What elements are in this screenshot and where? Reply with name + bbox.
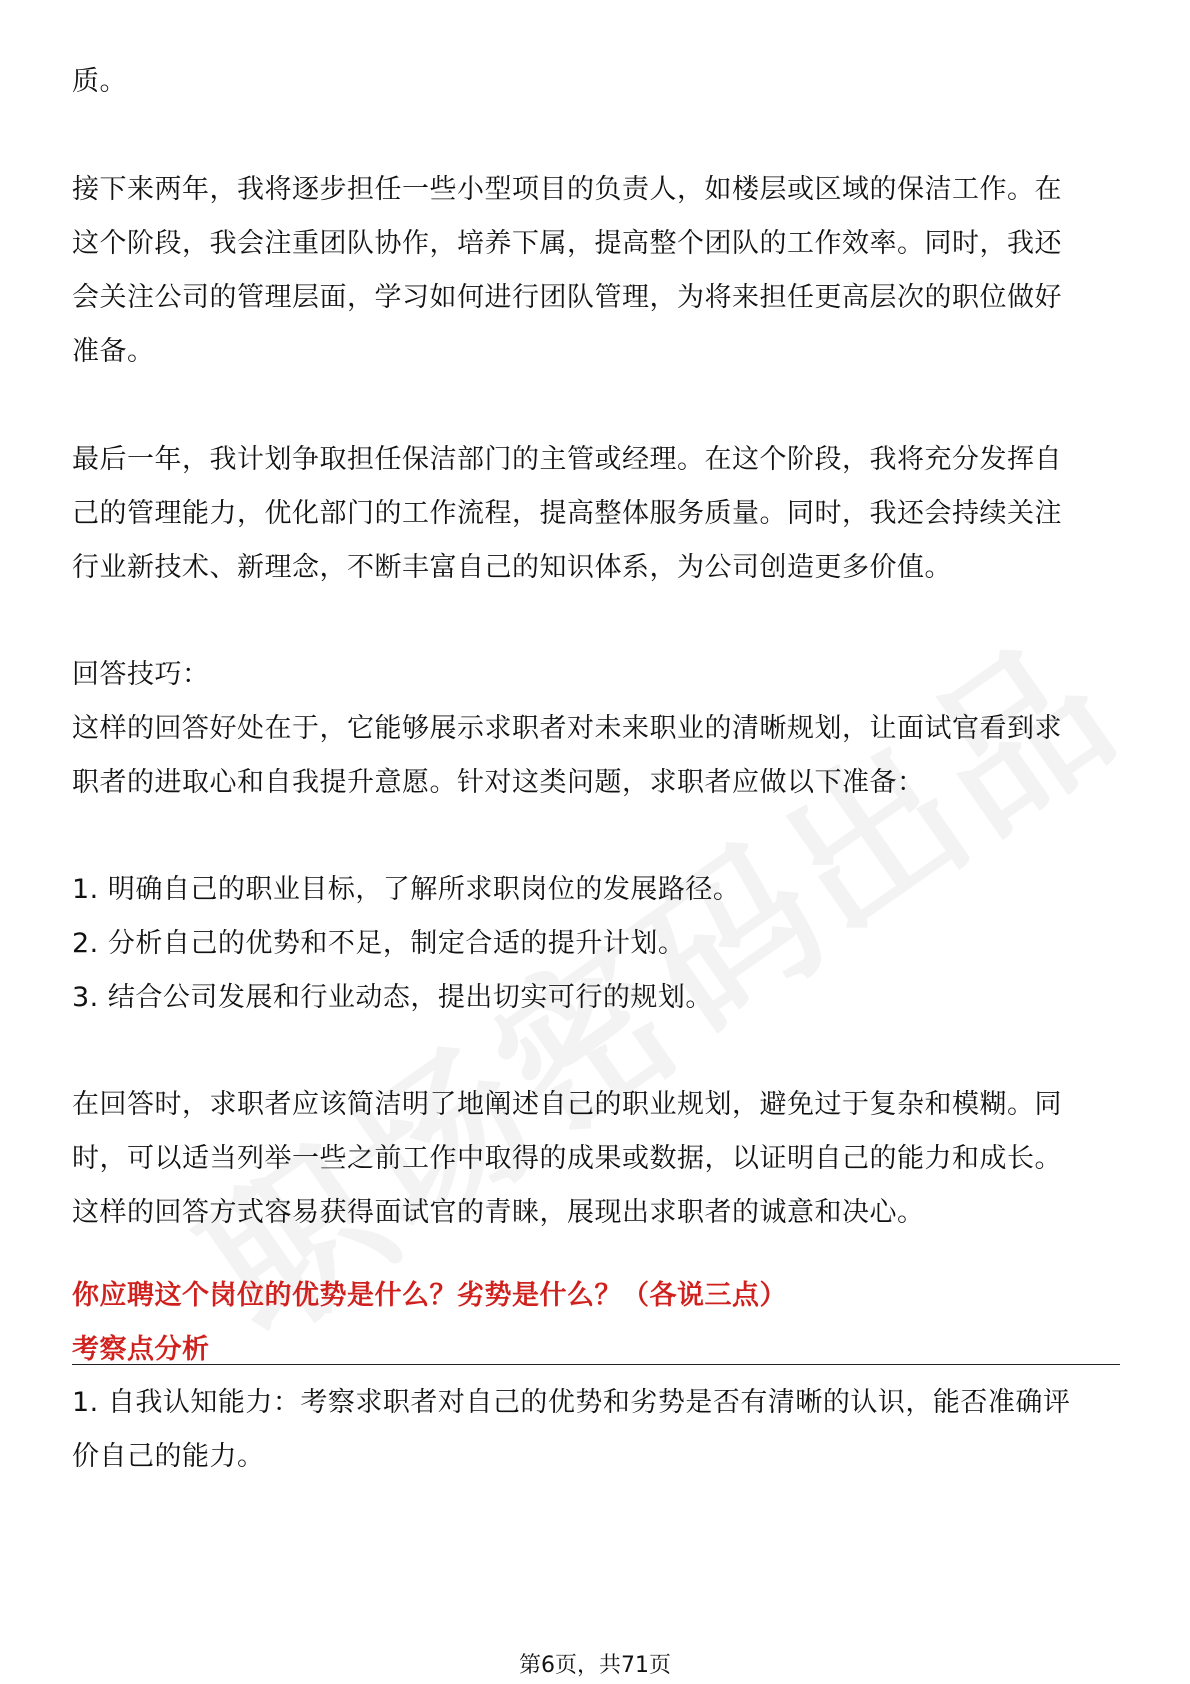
paragraph-line: 质。	[72, 66, 127, 97]
paragraph-line: 这样的回答方式容易获得面试官的青睐，展现出求职者的诚意和决心。	[72, 1197, 925, 1228]
list-item: 3. 结合公司发展和行业动态，提出切实可行的规划。	[72, 982, 713, 1013]
paragraph-line: 接下来两年，我将逐步担任一些小型项目的负责人，如楼层或区域的保洁工作。在	[72, 174, 1062, 205]
paragraph-line: 这样的回答好处在于，它能够展示求职者对未来职业的清晰规划，让面试官看到求	[72, 713, 1062, 744]
paragraph-line: 准备。	[72, 336, 155, 367]
paragraph-line: 己的管理能力，优化部门的工作流程，提高整体服务质量。同时，我还会持续关注	[72, 498, 1062, 529]
analysis-line: 1. 自我认知能力：考察求职者对自己的优势和劣势是否有清晰的认识，能否准确评	[72, 1387, 1071, 1418]
paragraph-line: 最后一年，我计划争取担任保洁部门的主管或经理。在这个阶段，我将充分发挥自	[72, 444, 1062, 475]
paragraph-line: 在回答时，求职者应该简洁明了地阐述自己的职业规划，避免过于复杂和模糊。同	[72, 1089, 1062, 1120]
analysis-heading: 考察点分析	[72, 1334, 210, 1365]
paragraph-line: 时，可以适当列举一些之前工作中取得的成果或数据，以证明自己的能力和成长。	[72, 1143, 1062, 1174]
paragraph-line: 会关注公司的管理层面，学习如何进行团队管理，为将来担任更高层次的职位做好	[72, 282, 1062, 313]
question-heading: 你应聘这个岗位的优势是什么？劣势是什么？（各说三点）	[72, 1280, 787, 1311]
paragraph-line: 这个阶段，我会注重团队协作，培养下属，提高整个团队的工作效率。同时，我还	[72, 228, 1062, 259]
list-item: 1. 明确自己的职业目标，了解所求职岗位的发展路径。	[72, 874, 741, 905]
analysis-line: 价自己的能力。	[72, 1441, 265, 1472]
tips-heading: 回答技巧：	[72, 659, 210, 690]
paragraph-line: 职者的进取心和自我提升意愿。针对这类问题，求职者应做以下准备：	[72, 767, 925, 798]
paragraph-line: 行业新技术、新理念，不断丰富自己的知识体系，为公司创造更多价值。	[72, 552, 952, 583]
page-footer: 第6页，共71页	[519, 1653, 671, 1678]
list-item: 2. 分析自己的优势和不足，制定合适的提升计划。	[72, 928, 686, 959]
section-divider	[72, 1364, 1120, 1365]
